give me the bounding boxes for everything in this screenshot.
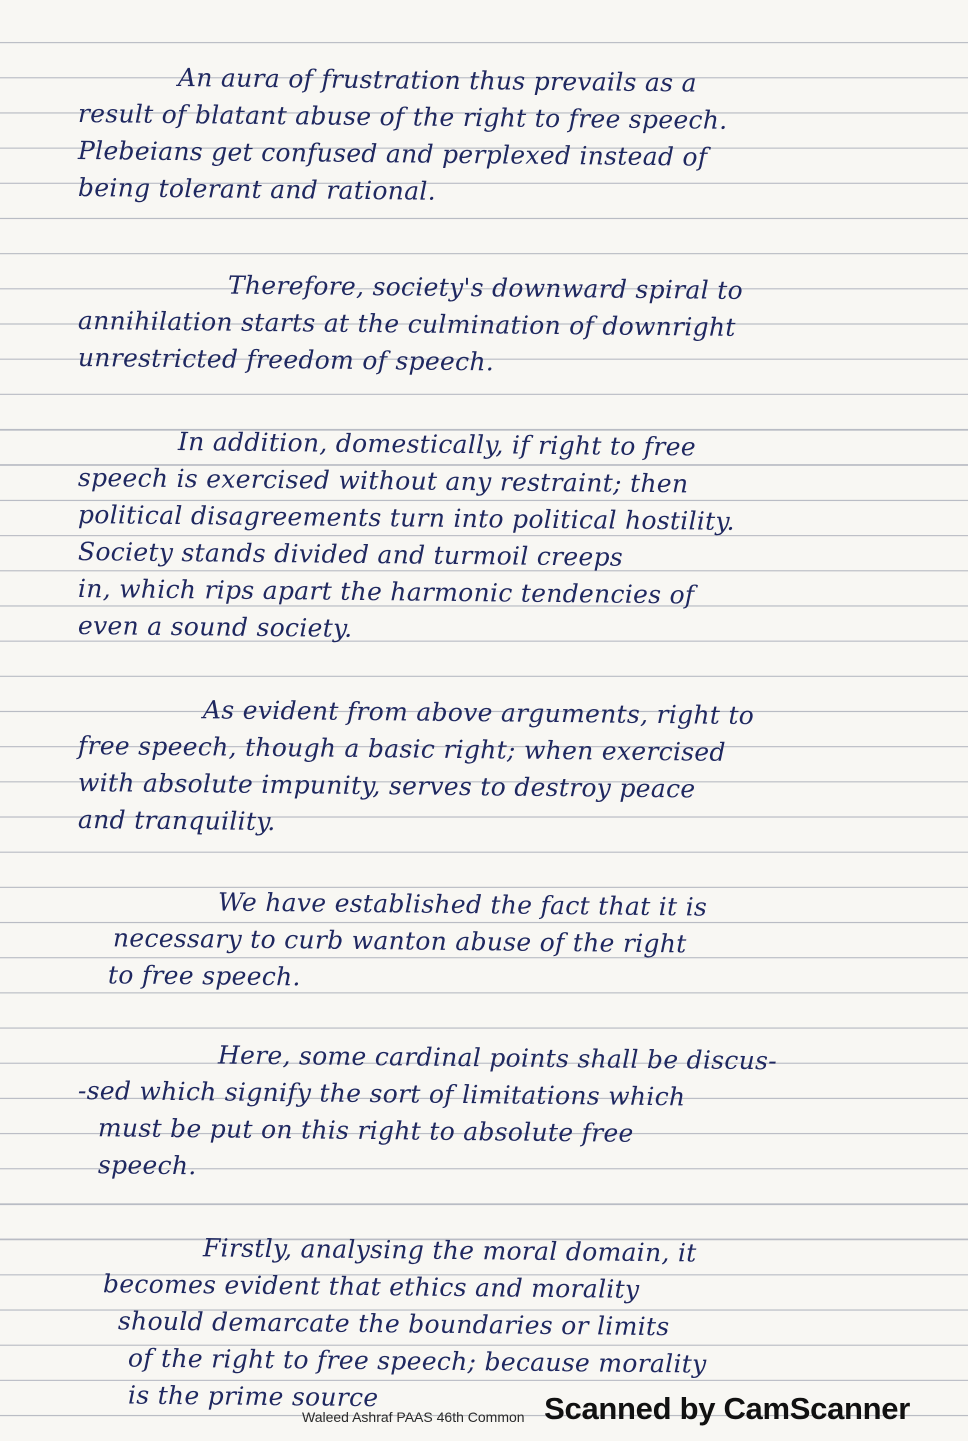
text-line: with absolute impunity, serves to destroy peace [77,768,696,804]
text-line: unrestricted freedom of speech. [77,343,495,377]
text-line: being tolerant and rational. [77,173,437,206]
text-line: of the right to free speech; because morality [127,1343,707,1379]
text-line: in, which rips apart the harmonic tendencies of [77,574,695,610]
paragraph-1 [78,58,908,206]
text-line: free speech, though a basic right; when exercised [77,731,726,767]
text-line: We have established the fact that it is [217,887,708,922]
scanner-watermark: Scanned by CamScanner [544,1391,910,1426]
text-line: Therefore, society's downward spiral to [227,270,744,305]
text-line: Plebeians get confused and perplexed instead of [77,136,708,172]
text-line: result of blatant abuse of the right to free speech. [77,99,728,135]
text-line: Society stands divided and turmoil creeps [77,537,624,572]
text-line: necessary to curb wanton abuse of the right [112,923,687,959]
text-line: must be put on this right to absolute free [97,1113,634,1148]
paragraph-3 [78,422,908,644]
text-line: As evident from above arguments, right to [202,695,755,731]
paragraph-5 [78,882,908,993]
text-line: Firstly, analysing the moral domain, it [202,1233,697,1268]
text-line: speech. [97,1150,197,1181]
text-line: political disagreements turn into political hostility. [77,500,735,536]
text-line: even a sound society. [77,611,353,643]
paragraph-2 [78,265,908,376]
paragraph-4 [78,690,908,838]
text-line: and tranquility. [77,805,276,837]
text-line: -sed which signify the sort of limitations which [77,1076,686,1112]
text-line: becomes evident that ethics and morality [102,1269,640,1304]
text-line: is the prime source [127,1380,379,1413]
text-line: In addition, domestically, if right to free [177,427,697,462]
text-line: to free speech. [107,960,301,992]
author-credit: Waleed Ashraf PAAS 46th Common [302,1409,525,1425]
paragraph-7 [78,1228,908,1413]
text-line: should demarcate the boundaries or limits [117,1306,670,1342]
text-line: An aura of frustration thus prevails as a [177,63,697,98]
text-line: annihilation starts at the culmination of downright [77,306,736,342]
text-line: Here, some cardinal points shall be discus- [217,1040,778,1076]
paragraph-6 [78,1035,908,1183]
text-line: speech is exercised without any restraint; then [77,463,689,499]
